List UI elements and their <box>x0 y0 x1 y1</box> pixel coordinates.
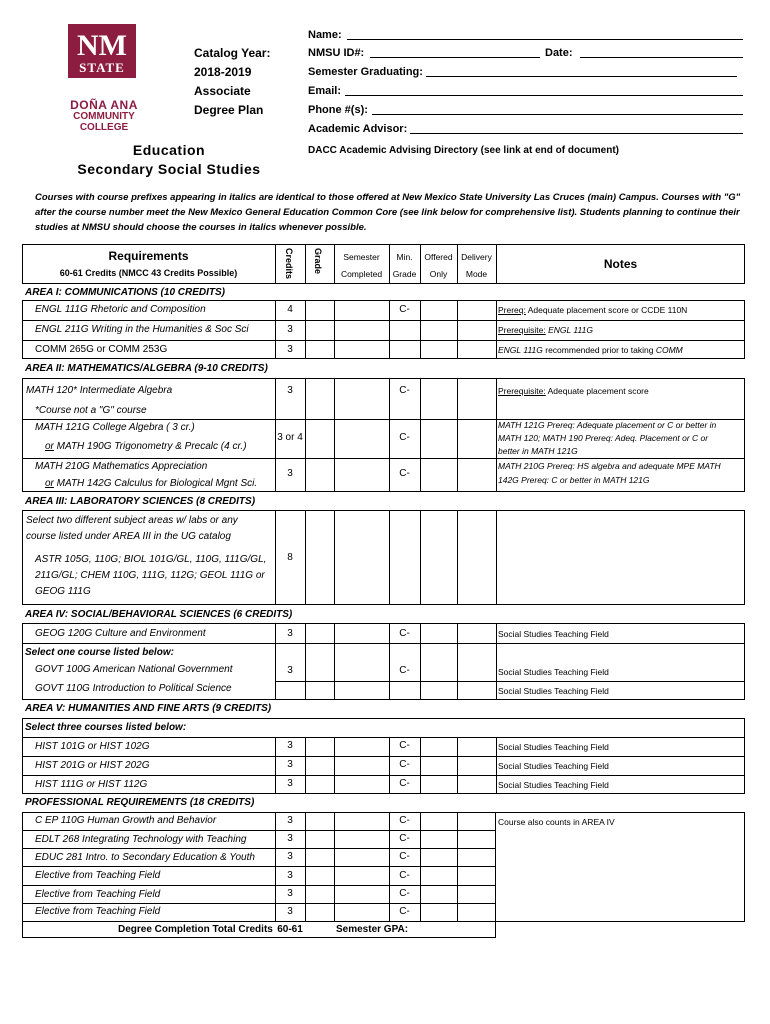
name-label: Name: <box>308 29 342 41</box>
min-grade-value: C- <box>399 304 410 315</box>
credit-value: 3 <box>287 385 293 396</box>
nmsu-id-label: NMSU ID#: <box>308 47 365 59</box>
select-instructions: Select three courses listed below: <box>25 722 187 733</box>
requirements-header: Requirements <box>108 249 189 263</box>
table-row: MATH 121G College Algebra ( 3 cr.) <box>35 422 195 433</box>
area-1-heading: AREA I: COMMUNICATIONS (10 CREDITS) <box>25 287 225 298</box>
semester-gpa-label: Semester GPA: <box>336 924 409 935</box>
logo-line1: DOÑA ANA <box>70 98 138 112</box>
advisor-field[interactable] <box>410 133 743 134</box>
completed-header: Completed <box>340 269 383 279</box>
credits-header: Credits <box>284 248 294 280</box>
table-row: MATH 120* Intermediate Algebra <box>26 385 173 396</box>
credit-value: 3 <box>287 665 293 676</box>
min-grade-value: C- <box>399 759 410 770</box>
professional-notes-block <box>495 812 745 922</box>
credit-value: 3 or 4 <box>277 432 303 443</box>
degree-plan-label: Degree Plan <box>194 103 264 117</box>
advisor-label: Academic Advisor: <box>308 123 408 135</box>
table-row: ENGL 111G Rhetoric and Composition <box>35 304 206 315</box>
semester-graduating-field[interactable] <box>426 76 737 77</box>
total-credits-value: 60-61 <box>277 924 303 935</box>
phone-field[interactable] <box>372 114 743 115</box>
mode-header: Mode <box>465 269 488 279</box>
note-text: Social Studies Teaching Field <box>498 761 609 771</box>
min-header: Min. <box>396 252 413 262</box>
table-row: GEOG 120G Culture and Environment <box>35 628 206 639</box>
credit-value: 3 <box>287 833 293 844</box>
lab-instructions: Select two different subject areas w/ labs or any <box>26 515 238 526</box>
min-grade-value: C- <box>399 815 410 826</box>
min-grade-value: C- <box>399 468 410 479</box>
note-text: Prerequisite: Adequate placement score <box>498 386 649 396</box>
note-text: Social Studies Teaching Field <box>498 780 609 790</box>
lab-course-list: 211G/GL; CHEM 110G, 111G, 112G; GEOL 111G or <box>35 570 265 581</box>
note-text: Social Studies Teaching Field <box>498 667 609 677</box>
logo-line2: COMMUNITY <box>73 111 135 122</box>
intro-paragraph: Courses with course prefixes appearing in italics are identical to those offered at New Mexico State University Las Cruces (main) Campus. Courses with "G" after the course number meet the New Mexico General Education Common Core (see link below for comprehensive list). Students planning to continue their studies at NMSU should choose the courses in italics whenever possible. <box>35 192 741 233</box>
credit-value: 3 <box>287 324 293 335</box>
note-text: better in MATH 121G <box>498 446 578 456</box>
min-grade-value: C- <box>399 778 410 789</box>
table-row: Elective from Teaching Field <box>35 906 161 917</box>
catalog-year-label: Catalog Year: <box>194 46 271 60</box>
credit-value: 3 <box>287 344 293 355</box>
credit-value: 3 <box>287 870 293 881</box>
degree-type: Associate <box>194 84 251 98</box>
email-field[interactable] <box>345 95 743 96</box>
nmsu-logo-icon <box>68 24 136 78</box>
min-grade-value: C- <box>399 665 410 676</box>
title-line1: Education <box>132 142 206 158</box>
professional-heading: PROFESSIONAL REQUIREMENTS (18 CREDITS) <box>25 797 255 808</box>
min-grade-header: Grade <box>392 269 417 279</box>
title-line2: Secondary Social Studies <box>77 161 261 177</box>
logo-line3: COLLEGE <box>79 122 129 133</box>
note-text: MATH 121G Prereq: Adequate placement or C or better in <box>498 420 717 430</box>
table-row: GOVT 110G Introduction to Political Science <box>35 683 232 694</box>
table-row: Elective from Teaching Field <box>35 870 161 881</box>
email-label: Email: <box>308 85 342 97</box>
table-row: C EP 110G Human Growth and Behavior <box>35 815 217 826</box>
dacc-directory-link[interactable]: DACC Academic Advising Directory (see link at end of document) <box>308 145 619 156</box>
table-row: EDUC 281 Intro. to Secondary Education & Youth <box>35 852 255 863</box>
semester-header: Semester <box>343 252 380 262</box>
table-row: ENGL 211G Writing in the Humanities & Soc Sci <box>35 324 249 335</box>
note-text: Social Studies Teaching Field <box>498 686 609 696</box>
note-text: Social Studies Teaching Field <box>498 742 609 752</box>
nmsu-id-field[interactable] <box>370 57 540 58</box>
notes-header: Notes <box>603 257 638 271</box>
credit-value: 3 <box>287 740 293 751</box>
course-note: *Course not a "G" course <box>35 405 147 416</box>
note-text: ENGL 111G recommended prior to taking COMM <box>498 345 683 355</box>
min-grade-value: C- <box>399 740 410 751</box>
note-text: MATH 210G Prereq: HS algebra and adequate MPE MATH <box>498 461 721 471</box>
delivery-header: Delivery <box>461 252 492 262</box>
grade-header: Grade <box>313 248 323 275</box>
table-row: COMM 265G or COMM 253G <box>35 344 168 355</box>
offered-header: Offered <box>424 252 453 262</box>
date-field[interactable] <box>580 57 743 58</box>
note-text: Course also counts in AREA IV <box>498 817 615 827</box>
date-label: Date: <box>545 47 573 59</box>
select-instructions: Select one course listed below: <box>25 647 174 658</box>
note-text: Prereq: Adequate placement score or CCDE 110N <box>498 305 688 315</box>
total-credits-label: Degree Completion Total Credits <box>118 924 273 935</box>
program-title <box>38 141 300 179</box>
credit-value: 3 <box>287 888 293 899</box>
min-grade-value: C- <box>399 833 410 844</box>
credit-value: 3 <box>287 851 293 862</box>
logo-mark: NM <box>77 29 127 62</box>
table-row: MATH 210G Mathematics Appreciation <box>35 461 208 472</box>
table-row: HIST 111G or HIST 112G <box>35 779 148 790</box>
credit-value: 4 <box>287 304 293 315</box>
lab-instructions: course listed under AREA III in the UG catalog <box>26 531 231 542</box>
phone-label: Phone #(s): <box>308 104 368 116</box>
lab-course-list: ASTR 105G, 110G; BIOL 101G/GL, 110G, 111G/GL, <box>35 554 267 565</box>
table-row: HIST 101G or HIST 102G <box>35 741 150 752</box>
catalog-year: 2018-2019 <box>194 65 252 79</box>
note-text: Prerequisite: ENGL 111G <box>498 325 593 335</box>
credit-value: 3 <box>287 759 293 770</box>
area-2-heading: AREA II: MATHEMATICS/ALGEBRA (9-10 CREDITS) <box>25 363 268 374</box>
credit-value: 3 <box>287 815 293 826</box>
note-text: Social Studies Teaching Field <box>498 629 609 639</box>
min-grade-value: C- <box>399 870 410 881</box>
lab-course-list: GEOG 111G <box>35 586 91 597</box>
only-header: Only <box>429 269 448 279</box>
credit-value: 3 <box>287 778 293 789</box>
min-grade-value: C- <box>399 888 410 899</box>
credit-value: 3 <box>287 906 293 917</box>
note-text: MATH 120; MATH 190 Prereq: Adeq. Placement or C or <box>498 433 709 443</box>
name-field[interactable] <box>347 39 743 40</box>
credit-value: 8 <box>287 552 293 563</box>
min-grade-value: C- <box>399 432 410 443</box>
table-row: Elective from Teaching Field <box>35 889 161 900</box>
credit-value: 3 <box>287 468 293 479</box>
catalog-info <box>194 44 270 120</box>
credits-range: 60-61 Credits (NMCC 43 Credits Possible) <box>59 268 238 278</box>
min-grade-value: C- <box>399 385 410 396</box>
table-row: or MATH 142G Calculus for Biological Mgnt Sci. <box>45 478 258 489</box>
min-grade-value: C- <box>399 628 410 639</box>
semester-graduating-label: Semester Graduating: <box>308 66 423 78</box>
table-row: or MATH 190G Trigonometry & Precalc (4 cr.) <box>45 441 247 452</box>
logo-state: STATE <box>79 60 125 75</box>
min-grade-value: C- <box>399 906 410 917</box>
table-row: EDLT 268 Integrating Technology with Teaching <box>35 834 247 845</box>
table-row: HIST 201G or HIST 202G <box>35 760 150 771</box>
table-row: GOVT 100G American National Government <box>35 664 233 675</box>
min-grade-value: C- <box>399 851 410 862</box>
area-3-heading: AREA III: LABORATORY SCIENCES (8 CREDITS) <box>25 496 256 507</box>
area-5-heading: AREA V: HUMANITIES AND FINE ARTS (9 CREDITS) <box>25 703 272 714</box>
note-text: 142G Prereq: C or better in MATH 121G <box>498 475 650 485</box>
credit-value: 3 <box>287 628 293 639</box>
area-4-heading: AREA IV: SOCIAL/BEHAVIORAL SCIENCES (6 CREDITS) <box>25 609 293 620</box>
college-logo-text <box>52 100 156 133</box>
